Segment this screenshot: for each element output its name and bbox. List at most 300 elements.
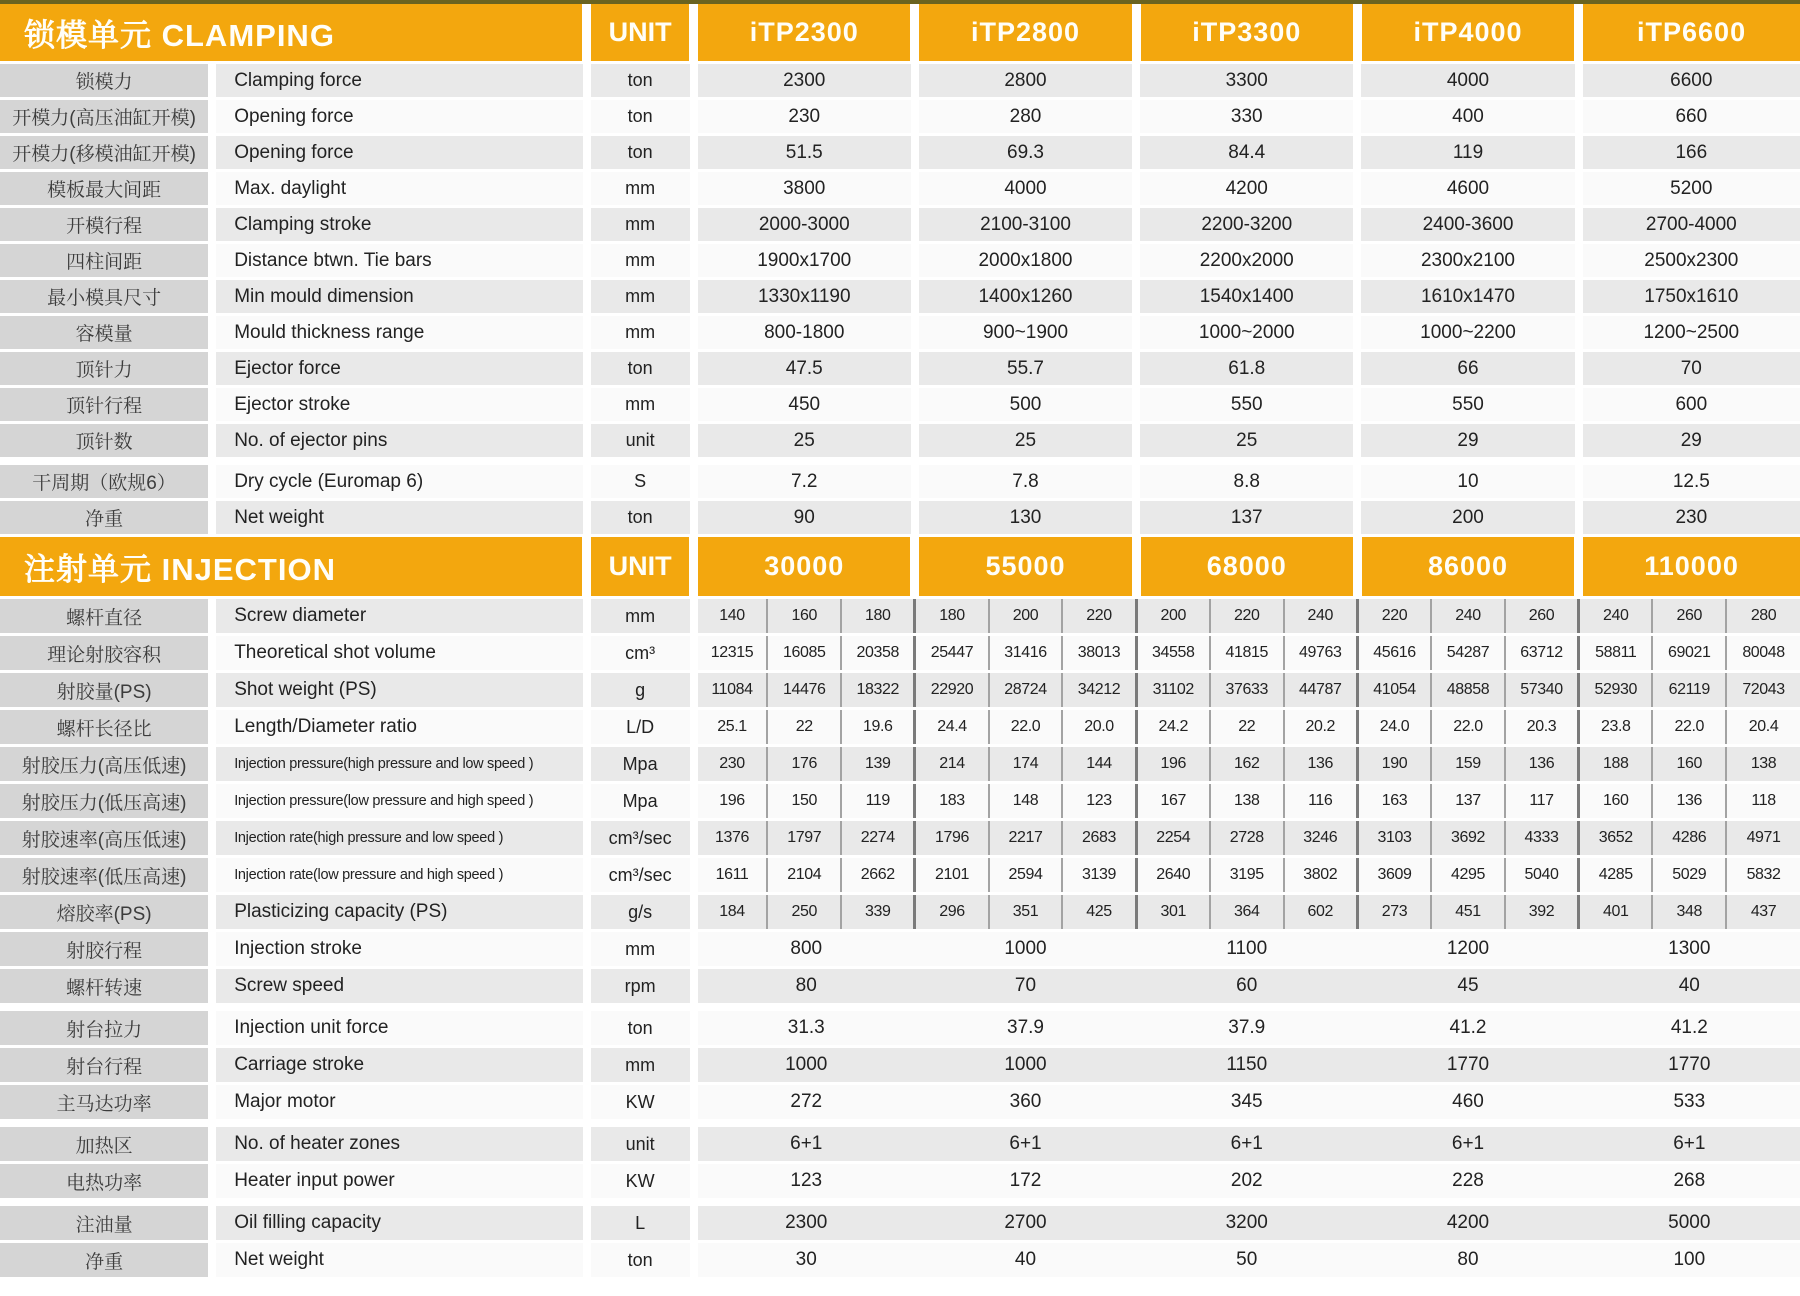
value-cell: 80 <box>694 968 915 1008</box>
row-label-cn: 射胶速率(低压高速) <box>0 857 212 894</box>
value-cell: 1611 <box>694 857 768 894</box>
table-row <box>0 1123 1800 1163</box>
row-label-en: Screw diameter <box>212 598 586 635</box>
row-unit: cm³ <box>587 635 694 672</box>
value-cell: 1750x1610 <box>1579 279 1800 315</box>
value-cell: 20.2 <box>1284 709 1358 746</box>
value-cell: 2728 <box>1210 820 1284 857</box>
value-cell: 2000x1800 <box>915 243 1136 279</box>
value-cell: 166 <box>1579 135 1800 171</box>
clamping-section-body <box>0 63 1800 536</box>
value-cell: 330 <box>1136 99 1357 135</box>
value-cell: 117 <box>1505 783 1579 820</box>
value-cell: 1000 <box>915 931 1136 968</box>
value-cell: 4286 <box>1652 820 1726 857</box>
value-cell: 1330x1190 <box>694 279 915 315</box>
row-label-cn: 开模力(高压油缸开模) <box>0 99 212 135</box>
value-cell: 437 <box>1726 894 1800 931</box>
row-label-en: Injection stroke <box>212 931 586 968</box>
value-cell: 600 <box>1579 387 1800 423</box>
clamping-header-row <box>0 4 1800 63</box>
row-unit: ton <box>587 351 694 387</box>
value-cell: 1770 <box>1579 1047 1800 1084</box>
value-cell: 2400-3600 <box>1357 207 1578 243</box>
model-header: iTP3300 <box>1136 4 1357 63</box>
value-cell: 260 <box>1652 598 1726 635</box>
value-cell: 8.8 <box>1136 461 1357 500</box>
value-cell: 10 <box>1357 461 1578 500</box>
row-label-cn: 开模力(移模油缸开模) <box>0 135 212 171</box>
value-cell: 25 <box>915 423 1136 462</box>
value-cell: 1000 <box>694 1047 915 1084</box>
value-cell: 37633 <box>1210 672 1284 709</box>
value-cell: 2300x2100 <box>1357 243 1578 279</box>
value-cell: 167 <box>1136 783 1210 820</box>
value-cell: 136 <box>1284 746 1358 783</box>
value-cell: 160 <box>1652 746 1726 783</box>
value-cell: 174 <box>989 746 1063 783</box>
value-cell: 5029 <box>1652 857 1726 894</box>
row-label-cn: 螺杆转速 <box>0 968 212 1008</box>
value-cell: 6+1 <box>1136 1123 1357 1163</box>
row-label-cn: 净重 <box>0 1242 212 1279</box>
value-cell: 49763 <box>1284 635 1358 672</box>
value-cell: 250 <box>767 894 841 931</box>
row-unit: L/D <box>587 709 694 746</box>
value-cell: 70 <box>1579 351 1800 387</box>
model-header: iTP4000 <box>1357 4 1578 63</box>
value-cell: 69021 <box>1652 635 1726 672</box>
value-cell: 2101 <box>915 857 989 894</box>
value-cell: 184 <box>694 894 768 931</box>
value-cell: 1770 <box>1357 1047 1578 1084</box>
value-cell: 3103 <box>1357 820 1431 857</box>
row-unit: ton <box>587 63 694 99</box>
value-cell: 58811 <box>1579 635 1653 672</box>
row-label-en: Clamping stroke <box>212 207 586 243</box>
value-cell: 2254 <box>1136 820 1210 857</box>
table-row <box>0 820 1800 857</box>
value-cell: 41815 <box>1210 635 1284 672</box>
value-cell: 2300 <box>694 63 915 99</box>
value-cell: 1796 <box>915 820 989 857</box>
value-cell: 84.4 <box>1136 135 1357 171</box>
value-cell: 34558 <box>1136 635 1210 672</box>
value-cell: 16085 <box>767 635 841 672</box>
value-cell: 180 <box>915 598 989 635</box>
row-unit: mm <box>587 279 694 315</box>
value-cell: 1200~2500 <box>1579 315 1800 351</box>
value-cell: 47.5 <box>694 351 915 387</box>
row-label-en: Injection pressure(low pressure and high speed ) <box>212 783 586 820</box>
row-unit: cm³/sec <box>587 857 694 894</box>
value-cell: 57340 <box>1505 672 1579 709</box>
value-cell: 2700 <box>915 1202 1136 1242</box>
row-label-cn: 射胶压力(低压高速) <box>0 783 212 820</box>
injection-model-header: 30000 <box>694 536 915 598</box>
value-cell: 40 <box>915 1242 1136 1279</box>
injection-model-header: 55000 <box>915 536 1136 598</box>
value-cell: 140 <box>694 598 768 635</box>
clamping-section-title: 锁模单元 CLAMPING <box>0 4 587 63</box>
table-row <box>0 461 1800 500</box>
row-label-cn: 最小模具尺寸 <box>0 279 212 315</box>
value-cell: 1300 <box>1579 931 1800 968</box>
value-cell: 137 <box>1431 783 1505 820</box>
row-label-en: Max. daylight <box>212 171 586 207</box>
value-cell: 137 <box>1136 500 1357 536</box>
row-label-en: Injection rate(low pressure and high speed ) <box>212 857 586 894</box>
value-cell: 48858 <box>1431 672 1505 709</box>
value-cell: 1000~2000 <box>1136 315 1357 351</box>
value-cell: 159 <box>1431 746 1505 783</box>
row-unit: L <box>587 1202 694 1242</box>
value-cell: 22 <box>767 709 841 746</box>
row-label-en: Plasticizing capacity (PS) <box>212 894 586 931</box>
table-row <box>0 99 1800 135</box>
value-cell: 7.8 <box>915 461 1136 500</box>
value-cell: 11084 <box>694 672 768 709</box>
value-cell: 228 <box>1357 1163 1578 1203</box>
value-cell: 280 <box>1726 598 1800 635</box>
value-cell: 220 <box>1210 598 1284 635</box>
table-row <box>0 351 1800 387</box>
value-cell: 1540x1400 <box>1136 279 1357 315</box>
value-cell: 20358 <box>841 635 915 672</box>
value-cell: 31416 <box>989 635 1063 672</box>
model-header: iTP2800 <box>915 4 1136 63</box>
value-cell: 45 <box>1357 968 1578 1008</box>
row-unit: g/s <box>587 894 694 931</box>
value-cell: 296 <box>915 894 989 931</box>
value-cell: 22.0 <box>1431 709 1505 746</box>
row-unit: mm <box>587 931 694 968</box>
value-cell: 12315 <box>694 635 768 672</box>
value-cell: 183 <box>915 783 989 820</box>
row-label-cn: 顶针数 <box>0 423 212 462</box>
row-label-cn: 干周期（欧规6） <box>0 461 212 500</box>
row-label-cn: 射台拉力 <box>0 1007 212 1047</box>
value-cell: 80 <box>1357 1242 1578 1279</box>
value-cell: 602 <box>1284 894 1358 931</box>
table-row <box>0 171 1800 207</box>
value-cell: 162 <box>1210 746 1284 783</box>
value-cell: 2100-3100 <box>915 207 1136 243</box>
row-label-en: Net weight <box>212 1242 586 1279</box>
table-row <box>0 931 1800 968</box>
row-label-cn: 射胶量(PS) <box>0 672 212 709</box>
row-label-cn: 开模行程 <box>0 207 212 243</box>
value-cell: 2000-3000 <box>694 207 915 243</box>
value-cell: 2594 <box>989 857 1063 894</box>
row-unit: mm <box>587 598 694 635</box>
value-cell: 34212 <box>1062 672 1136 709</box>
model-header: iTP6600 <box>1579 4 1800 63</box>
value-cell: 136 <box>1652 783 1726 820</box>
value-cell: 200 <box>1136 598 1210 635</box>
value-cell: 220 <box>1357 598 1431 635</box>
row-label-cn: 螺杆直径 <box>0 598 212 635</box>
value-cell: 348 <box>1652 894 1726 931</box>
row-unit: mm <box>587 207 694 243</box>
value-cell: 5200 <box>1579 171 1800 207</box>
value-cell: 5000 <box>1579 1202 1800 1242</box>
value-cell: 160 <box>767 598 841 635</box>
value-cell: 2274 <box>841 820 915 857</box>
value-cell: 364 <box>1210 894 1284 931</box>
value-cell: 51.5 <box>694 135 915 171</box>
row-label-cn: 电热功率 <box>0 1163 212 1203</box>
value-cell: 6600 <box>1579 63 1800 99</box>
table-row <box>0 500 1800 536</box>
injection-unit-header: UNIT <box>587 536 694 598</box>
row-label-en: Distance btwn. Tie bars <box>212 243 586 279</box>
row-label-en: Heater input power <box>212 1163 586 1203</box>
value-cell: 240 <box>1431 598 1505 635</box>
row-label-cn: 四柱间距 <box>0 243 212 279</box>
value-cell: 55.7 <box>915 351 1136 387</box>
injection-model-header: 68000 <box>1136 536 1357 598</box>
value-cell: 138 <box>1726 746 1800 783</box>
value-cell: 60 <box>1136 968 1357 1008</box>
value-cell: 30 <box>694 1242 915 1279</box>
injection-header-row <box>0 536 1800 598</box>
value-cell: 72043 <box>1726 672 1800 709</box>
row-label-en: Major motor <box>212 1084 586 1124</box>
value-cell: 148 <box>989 783 1063 820</box>
row-label-en: Min mould dimension <box>212 279 586 315</box>
value-cell: 5832 <box>1726 857 1800 894</box>
injection-model-header: 110000 <box>1579 536 1800 598</box>
table-row <box>0 1202 1800 1242</box>
value-cell: 202 <box>1136 1163 1357 1203</box>
value-cell: 1150 <box>1136 1047 1357 1084</box>
value-cell: 66 <box>1357 351 1578 387</box>
value-cell: 550 <box>1136 387 1357 423</box>
value-cell: 460 <box>1357 1084 1578 1124</box>
value-cell: 392 <box>1505 894 1579 931</box>
value-cell: 2217 <box>989 820 1063 857</box>
value-cell: 138 <box>1210 783 1284 820</box>
value-cell: 20.0 <box>1062 709 1136 746</box>
value-cell: 4600 <box>1357 171 1578 207</box>
row-label-en: Ejector stroke <box>212 387 586 423</box>
table-row <box>0 672 1800 709</box>
table-row <box>0 315 1800 351</box>
row-unit: mm <box>587 171 694 207</box>
table-row <box>0 857 1800 894</box>
table-row <box>0 1242 1800 1279</box>
value-cell: 20.4 <box>1726 709 1800 746</box>
value-cell: 20.3 <box>1505 709 1579 746</box>
value-cell: 144 <box>1062 746 1136 783</box>
value-cell: 6+1 <box>915 1123 1136 1163</box>
value-cell: 660 <box>1579 99 1800 135</box>
value-cell: 360 <box>915 1084 1136 1124</box>
row-unit: mm <box>587 1047 694 1084</box>
value-cell: 14476 <box>767 672 841 709</box>
value-cell: 123 <box>1062 783 1136 820</box>
value-cell: 90 <box>694 500 915 536</box>
injection-section-body <box>0 598 1800 1279</box>
value-cell: 260 <box>1505 598 1579 635</box>
row-label-en: Length/Diameter ratio <box>212 709 586 746</box>
value-cell: 3195 <box>1210 857 1284 894</box>
table-row <box>0 746 1800 783</box>
value-cell: 280 <box>915 99 1136 135</box>
value-cell: 1376 <box>694 820 768 857</box>
row-unit: ton <box>587 99 694 135</box>
value-cell: 118 <box>1726 783 1800 820</box>
value-cell: 22.0 <box>989 709 1063 746</box>
value-cell: 2800 <box>915 63 1136 99</box>
value-cell: 272 <box>694 1084 915 1124</box>
value-cell: 230 <box>694 746 768 783</box>
value-cell: 1797 <box>767 820 841 857</box>
row-label-cn: 顶针力 <box>0 351 212 387</box>
value-cell: 230 <box>694 99 915 135</box>
value-cell: 130 <box>915 500 1136 536</box>
value-cell: 214 <box>915 746 989 783</box>
row-label-cn: 螺杆长径比 <box>0 709 212 746</box>
value-cell: 70 <box>915 968 1136 1008</box>
value-cell: 62119 <box>1652 672 1726 709</box>
value-cell: 180 <box>841 598 915 635</box>
value-cell: 22920 <box>915 672 989 709</box>
value-cell: 80048 <box>1726 635 1800 672</box>
row-unit: mm <box>587 243 694 279</box>
value-cell: 339 <box>841 894 915 931</box>
injection-model-header: 86000 <box>1357 536 1578 598</box>
row-label-en: Ejector force <box>212 351 586 387</box>
value-cell: 345 <box>1136 1084 1357 1124</box>
value-cell: 401 <box>1579 894 1653 931</box>
value-cell: 196 <box>1136 746 1210 783</box>
row-label-en: Oil filling capacity <box>212 1202 586 1242</box>
injection-section-title: 注射单元 INJECTION <box>0 536 587 598</box>
value-cell: 2104 <box>767 857 841 894</box>
value-cell: 50 <box>1136 1242 1357 1279</box>
value-cell: 7.2 <box>694 461 915 500</box>
value-cell: 3139 <box>1062 857 1136 894</box>
value-cell: 230 <box>1579 500 1800 536</box>
value-cell: 2700-4000 <box>1579 207 1800 243</box>
value-cell: 3246 <box>1284 820 1358 857</box>
row-label-en: Mould thickness range <box>212 315 586 351</box>
value-cell: 45616 <box>1357 635 1431 672</box>
value-cell: 800-1800 <box>694 315 915 351</box>
row-label-cn: 主马达功率 <box>0 1084 212 1124</box>
row-label-en: Dry cycle (Euromap 6) <box>212 461 586 500</box>
value-cell: 2640 <box>1136 857 1210 894</box>
value-cell: 3692 <box>1431 820 1505 857</box>
model-header: iTP2300 <box>694 4 915 63</box>
value-cell: 3802 <box>1284 857 1358 894</box>
value-cell: 40 <box>1579 968 1800 1008</box>
value-cell: 3200 <box>1136 1202 1357 1242</box>
row-label-cn: 模板最大间距 <box>0 171 212 207</box>
table-row <box>0 279 1800 315</box>
value-cell: 220 <box>1062 598 1136 635</box>
value-cell: 1000 <box>915 1047 1136 1084</box>
value-cell: 268 <box>1579 1163 1800 1203</box>
row-label-en: No. of ejector pins <box>212 423 586 462</box>
value-cell: 150 <box>767 783 841 820</box>
row-label-cn: 净重 <box>0 500 212 536</box>
value-cell: 4000 <box>915 171 1136 207</box>
value-cell: 196 <box>694 783 768 820</box>
row-unit: unit <box>587 423 694 462</box>
row-unit: Mpa <box>587 746 694 783</box>
value-cell: 123 <box>694 1163 915 1203</box>
table-row <box>0 1047 1800 1084</box>
value-cell: 2200-3200 <box>1136 207 1357 243</box>
value-cell: 273 <box>1357 894 1431 931</box>
value-cell: 31102 <box>1136 672 1210 709</box>
value-cell: 25447 <box>915 635 989 672</box>
value-cell: 136 <box>1505 746 1579 783</box>
value-cell: 200 <box>989 598 1063 635</box>
value-cell: 24.0 <box>1357 709 1431 746</box>
row-unit: KW <box>587 1084 694 1124</box>
row-unit: Mpa <box>587 783 694 820</box>
value-cell: 6+1 <box>694 1123 915 1163</box>
value-cell: 301 <box>1136 894 1210 931</box>
row-label-cn: 加热区 <box>0 1123 212 1163</box>
row-label-cn: 注油量 <box>0 1202 212 1242</box>
row-label-en: Injection unit force <box>212 1007 586 1047</box>
value-cell: 1200 <box>1357 931 1578 968</box>
clamping-unit-header: UNIT <box>587 4 694 63</box>
value-cell: 3652 <box>1579 820 1653 857</box>
row-label-cn: 射胶行程 <box>0 931 212 968</box>
row-unit: rpm <box>587 968 694 1008</box>
row-label-cn: 容模量 <box>0 315 212 351</box>
value-cell: 160 <box>1579 783 1653 820</box>
table-row <box>0 387 1800 423</box>
value-cell: 451 <box>1431 894 1505 931</box>
row-label-en: Opening force <box>212 99 586 135</box>
table-row <box>0 968 1800 1008</box>
value-cell: 200 <box>1357 500 1578 536</box>
row-label-en: Clamping force <box>212 63 586 99</box>
value-cell: 12.5 <box>1579 461 1800 500</box>
value-cell: 29 <box>1357 423 1578 462</box>
table-row <box>0 894 1800 931</box>
value-cell: 4333 <box>1505 820 1579 857</box>
value-cell: 2200x2000 <box>1136 243 1357 279</box>
row-label-cn: 射台行程 <box>0 1047 212 1084</box>
value-cell: 2500x2300 <box>1579 243 1800 279</box>
value-cell: 63712 <box>1505 635 1579 672</box>
value-cell: 69.3 <box>915 135 1136 171</box>
value-cell: 44787 <box>1284 672 1358 709</box>
value-cell: 6+1 <box>1357 1123 1578 1163</box>
value-cell: 18322 <box>841 672 915 709</box>
row-label-cn: 射胶压力(高压低速) <box>0 746 212 783</box>
value-cell: 240 <box>1284 598 1358 635</box>
table-row <box>0 63 1800 99</box>
value-cell: 6+1 <box>1579 1123 1800 1163</box>
table-row <box>0 243 1800 279</box>
value-cell: 176 <box>767 746 841 783</box>
value-cell: 2300 <box>694 1202 915 1242</box>
value-cell: 37.9 <box>1136 1007 1357 1047</box>
value-cell: 172 <box>915 1163 1136 1203</box>
value-cell: 52930 <box>1579 672 1653 709</box>
value-cell: 24.4 <box>915 709 989 746</box>
value-cell: 61.8 <box>1136 351 1357 387</box>
